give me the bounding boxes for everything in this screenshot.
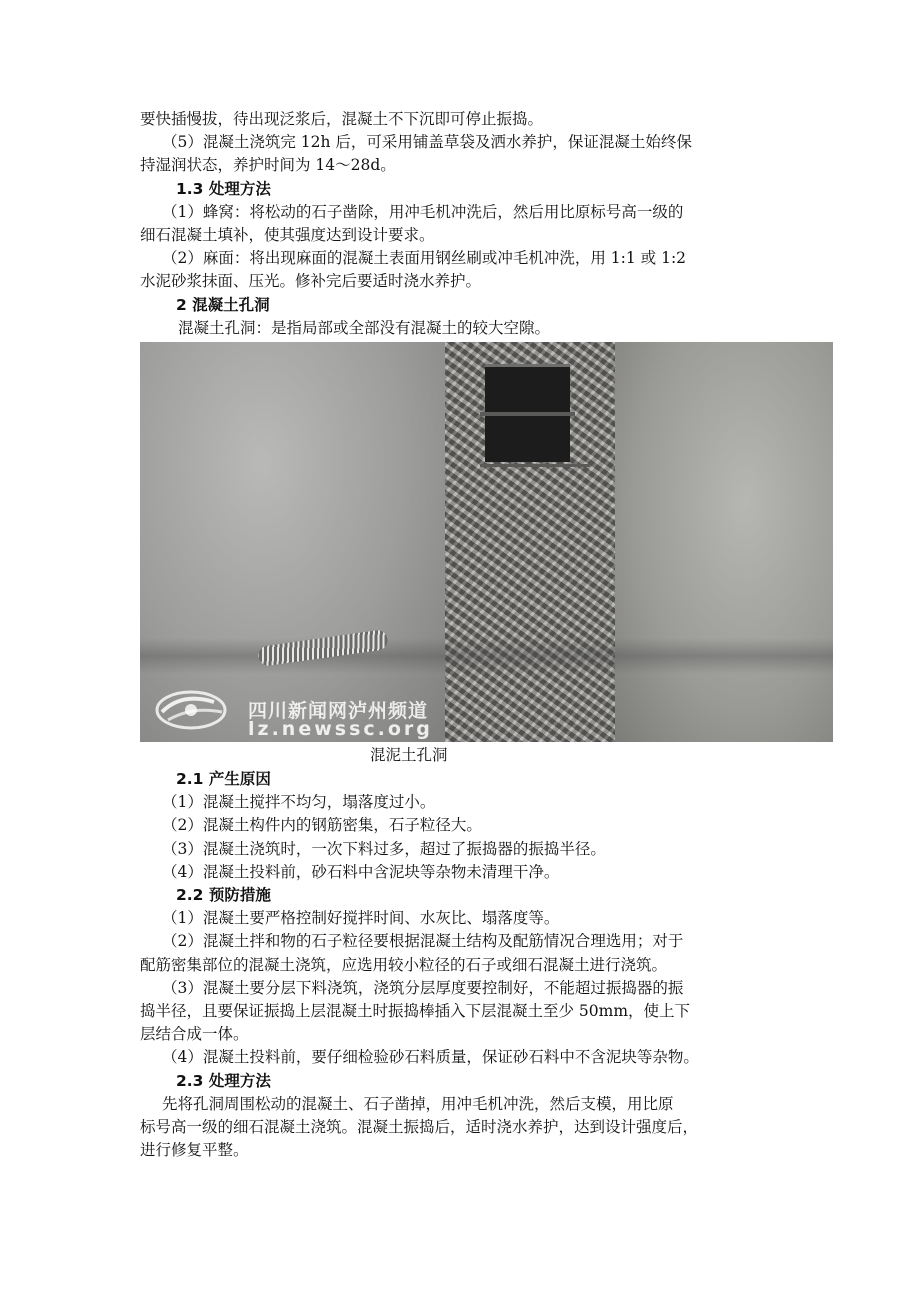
para-line: （5）混凝土浇筑完 12h 后，可采用铺盖草袋及洒水养护，保证混凝土始终保: [162, 133, 692, 152]
para-line: （1）蜂窝：将松动的石子凿除，用冲毛机冲洗后，然后用比原标号高一级的: [162, 202, 684, 221]
para-line: 水泥砂浆抹面、压光。修补完后要适时浇水养护。: [140, 272, 482, 291]
photo-wall-left: [140, 342, 445, 742]
photo-watermark-url: lz.newssc.org: [248, 718, 433, 741]
para-line: （2）麻面：将出现麻面的混凝土表面用钢丝刷或冲毛机冲洗，用 1:1 或 1:2: [162, 249, 687, 268]
photo-wall-right: [615, 342, 833, 742]
para-line: 配筋密集部位的混凝土浇筑，应选用较小粒径的石子或细石混凝土进行浇筑。: [140, 955, 668, 974]
section-heading-2: 2 混凝土孔洞: [176, 295, 270, 314]
para-line: （1）混凝土要严格控制好搅拌时间、水灰比、塌落度等。: [162, 909, 560, 928]
swirl-logo-icon: [152, 686, 230, 734]
list-item: （3）混凝土浇筑时，一次下料过多，超过了振捣器的振捣半径。: [162, 839, 606, 858]
para-line: （4）混凝土投料前，要仔细检验砂石料质量，保证砂石料中不含泥块等杂物。: [162, 1048, 699, 1067]
photo-band: [140, 638, 833, 674]
para-line: 标号高一级的细石混凝土浇筑。混凝土振捣后，适时浇水养护，达到设计强度后，: [140, 1118, 699, 1137]
para-line: 进行修复平整。: [140, 1141, 249, 1160]
para-line: 捣半径，且要保证振捣上层混凝土时振捣棒插入下层混凝土至少 50mm，使上下: [140, 1002, 691, 1021]
para-line: 混凝土孔洞：是指局部或全部没有混凝土的较大空隙。: [178, 318, 551, 337]
para-line: 先将孔洞周围松动的混凝土、石子凿掉，用冲毛机冲洗，然后支模，用比原: [162, 1094, 674, 1113]
para-line: （2）混凝土拌和物的石子粒径要根据混凝土结构及配筋情况合理选用；对于: [162, 932, 684, 951]
section-heading-1-3: 1.3 处理方法: [176, 179, 271, 198]
para-line: 层结合成一体。: [140, 1025, 249, 1044]
photo-rebar: [480, 464, 590, 467]
section-heading-2-3: 2.3 处理方法: [176, 1071, 271, 1090]
list-item: （4）混凝土投料前，砂石料中含泥块等杂物未清理干净。: [162, 862, 560, 881]
document-page: [140, 108, 790, 1162]
section-heading-2-2: 2.2 预防措施: [176, 886, 271, 905]
section-heading-2-1: 2.1 产生原因: [176, 770, 271, 789]
para-line: （3）混凝土要分层下料浇筑，浇筑分层厚度要控制好，不能超过振捣器的振: [162, 978, 684, 997]
para-line: 细石混凝土填补，使其强度达到设计要求。: [140, 226, 435, 245]
para-line: 持湿润状态，养护时间为 14～28d。: [140, 156, 396, 175]
list-item: （2）混凝土构件内的钢筋密集，石子粒径大。: [162, 816, 482, 835]
photo-rebar: [480, 412, 575, 416]
list-item: （1）混凝土搅拌不均匀，塌落度过小。: [162, 793, 436, 812]
concrete-hole-photo: [140, 342, 833, 742]
photo-watermark-title: 四川新闻网泸州频道: [248, 700, 429, 723]
figure-caption: 混泥土孔洞: [370, 746, 448, 765]
para-line: 要快插慢拔，待出现泛浆后，混凝土不下沉即可停止振捣。: [140, 110, 544, 128]
